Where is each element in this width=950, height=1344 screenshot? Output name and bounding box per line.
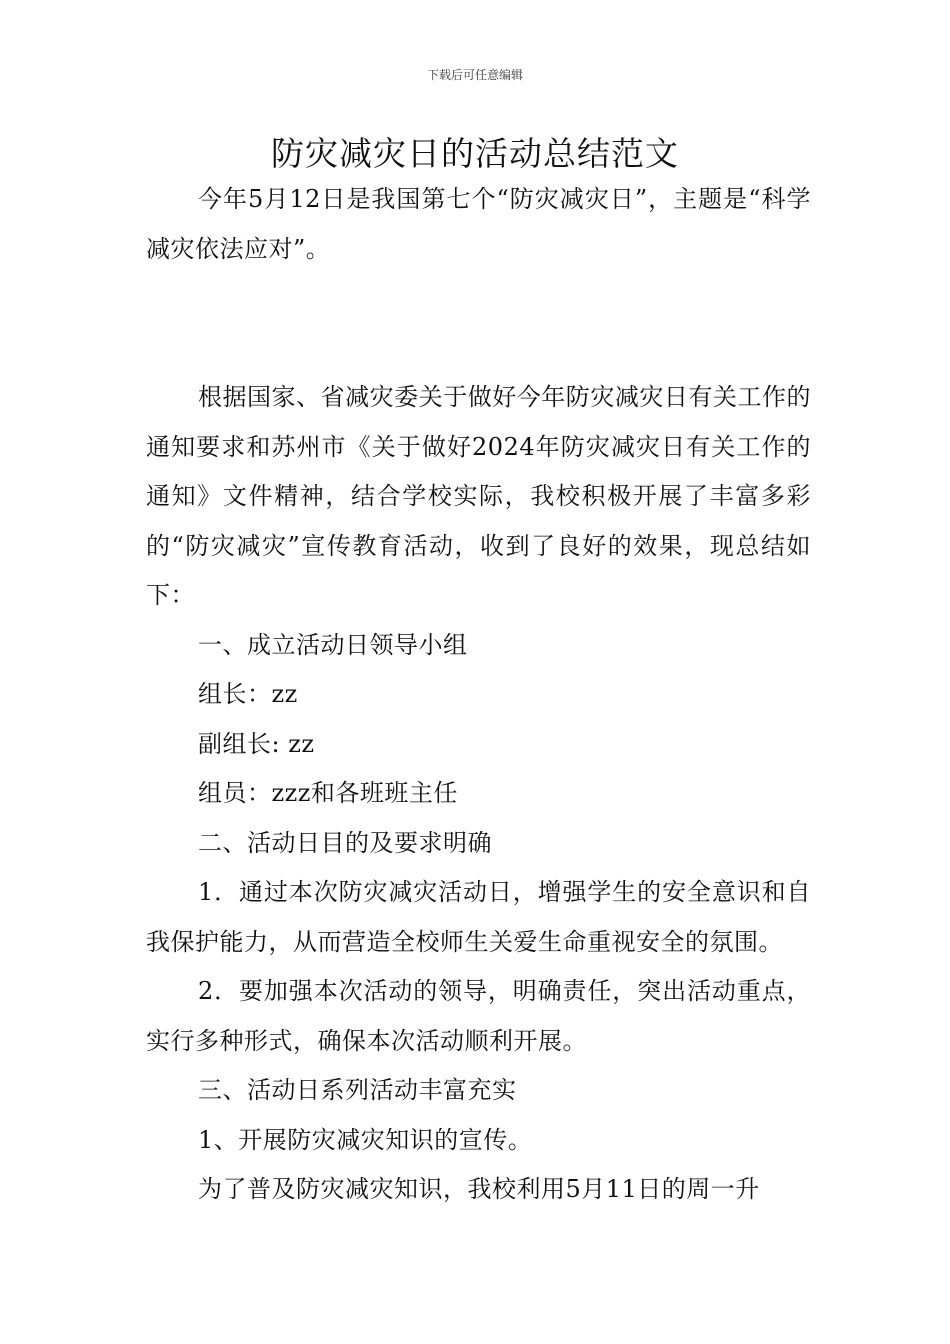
deputy-leader-line: 副组长: zz xyxy=(198,729,315,758)
activity-item-1: 1、开展防灾减灾知识的宣传。 xyxy=(198,1125,533,1154)
document-body xyxy=(146,175,811,1215)
leader-line: 组长：zz xyxy=(198,680,298,708)
section-heading-2: 二、活动日目的及要求明确 xyxy=(198,828,492,857)
members-line: 组员：zzz和各班班主任 xyxy=(198,779,458,807)
goal-item-2: 2．要加强本次活动的领导，明确责任，突出活动重点，实行多种形式，确保本次活动顺利开展。 xyxy=(146,977,811,1055)
document-title: 防灾减灾日的活动总结范文 xyxy=(271,134,679,173)
goal-item-1: 1．通过本次防灾减灾活动日，增强学生的安全意识和自我保护能力，从而营造全校师生关爱生命重视安全的氛围。 xyxy=(146,878,811,956)
section-heading-1: 一、成立活动日领导小组 xyxy=(198,630,468,659)
paragraph-intro: 今年5月12日是我国第七个“防灾减灾日”，主题是“科学减灾依法应对”。 xyxy=(146,185,811,263)
activity-paragraph: 为了普及防灾减灾知识，我校利用5月11日的周一升 xyxy=(198,1175,760,1203)
paragraph-spacer xyxy=(146,274,811,373)
header-note: 下载后可任意编辑 xyxy=(426,68,523,82)
paragraph-background: 根据国家、省减灾委关于做好今年防灾减灾日有关工作的通知要求和苏州市《关于做好2024年防灾减灾日有关工作的通知》文件精神，结合学校实际，我校积极开展了丰富多彩的“防灾减灾”宣传教育活动，收到了良好的效果，现总结如下： xyxy=(146,383,811,609)
section-heading-3: 三、活动日系列活动丰富充实 xyxy=(198,1076,517,1104)
